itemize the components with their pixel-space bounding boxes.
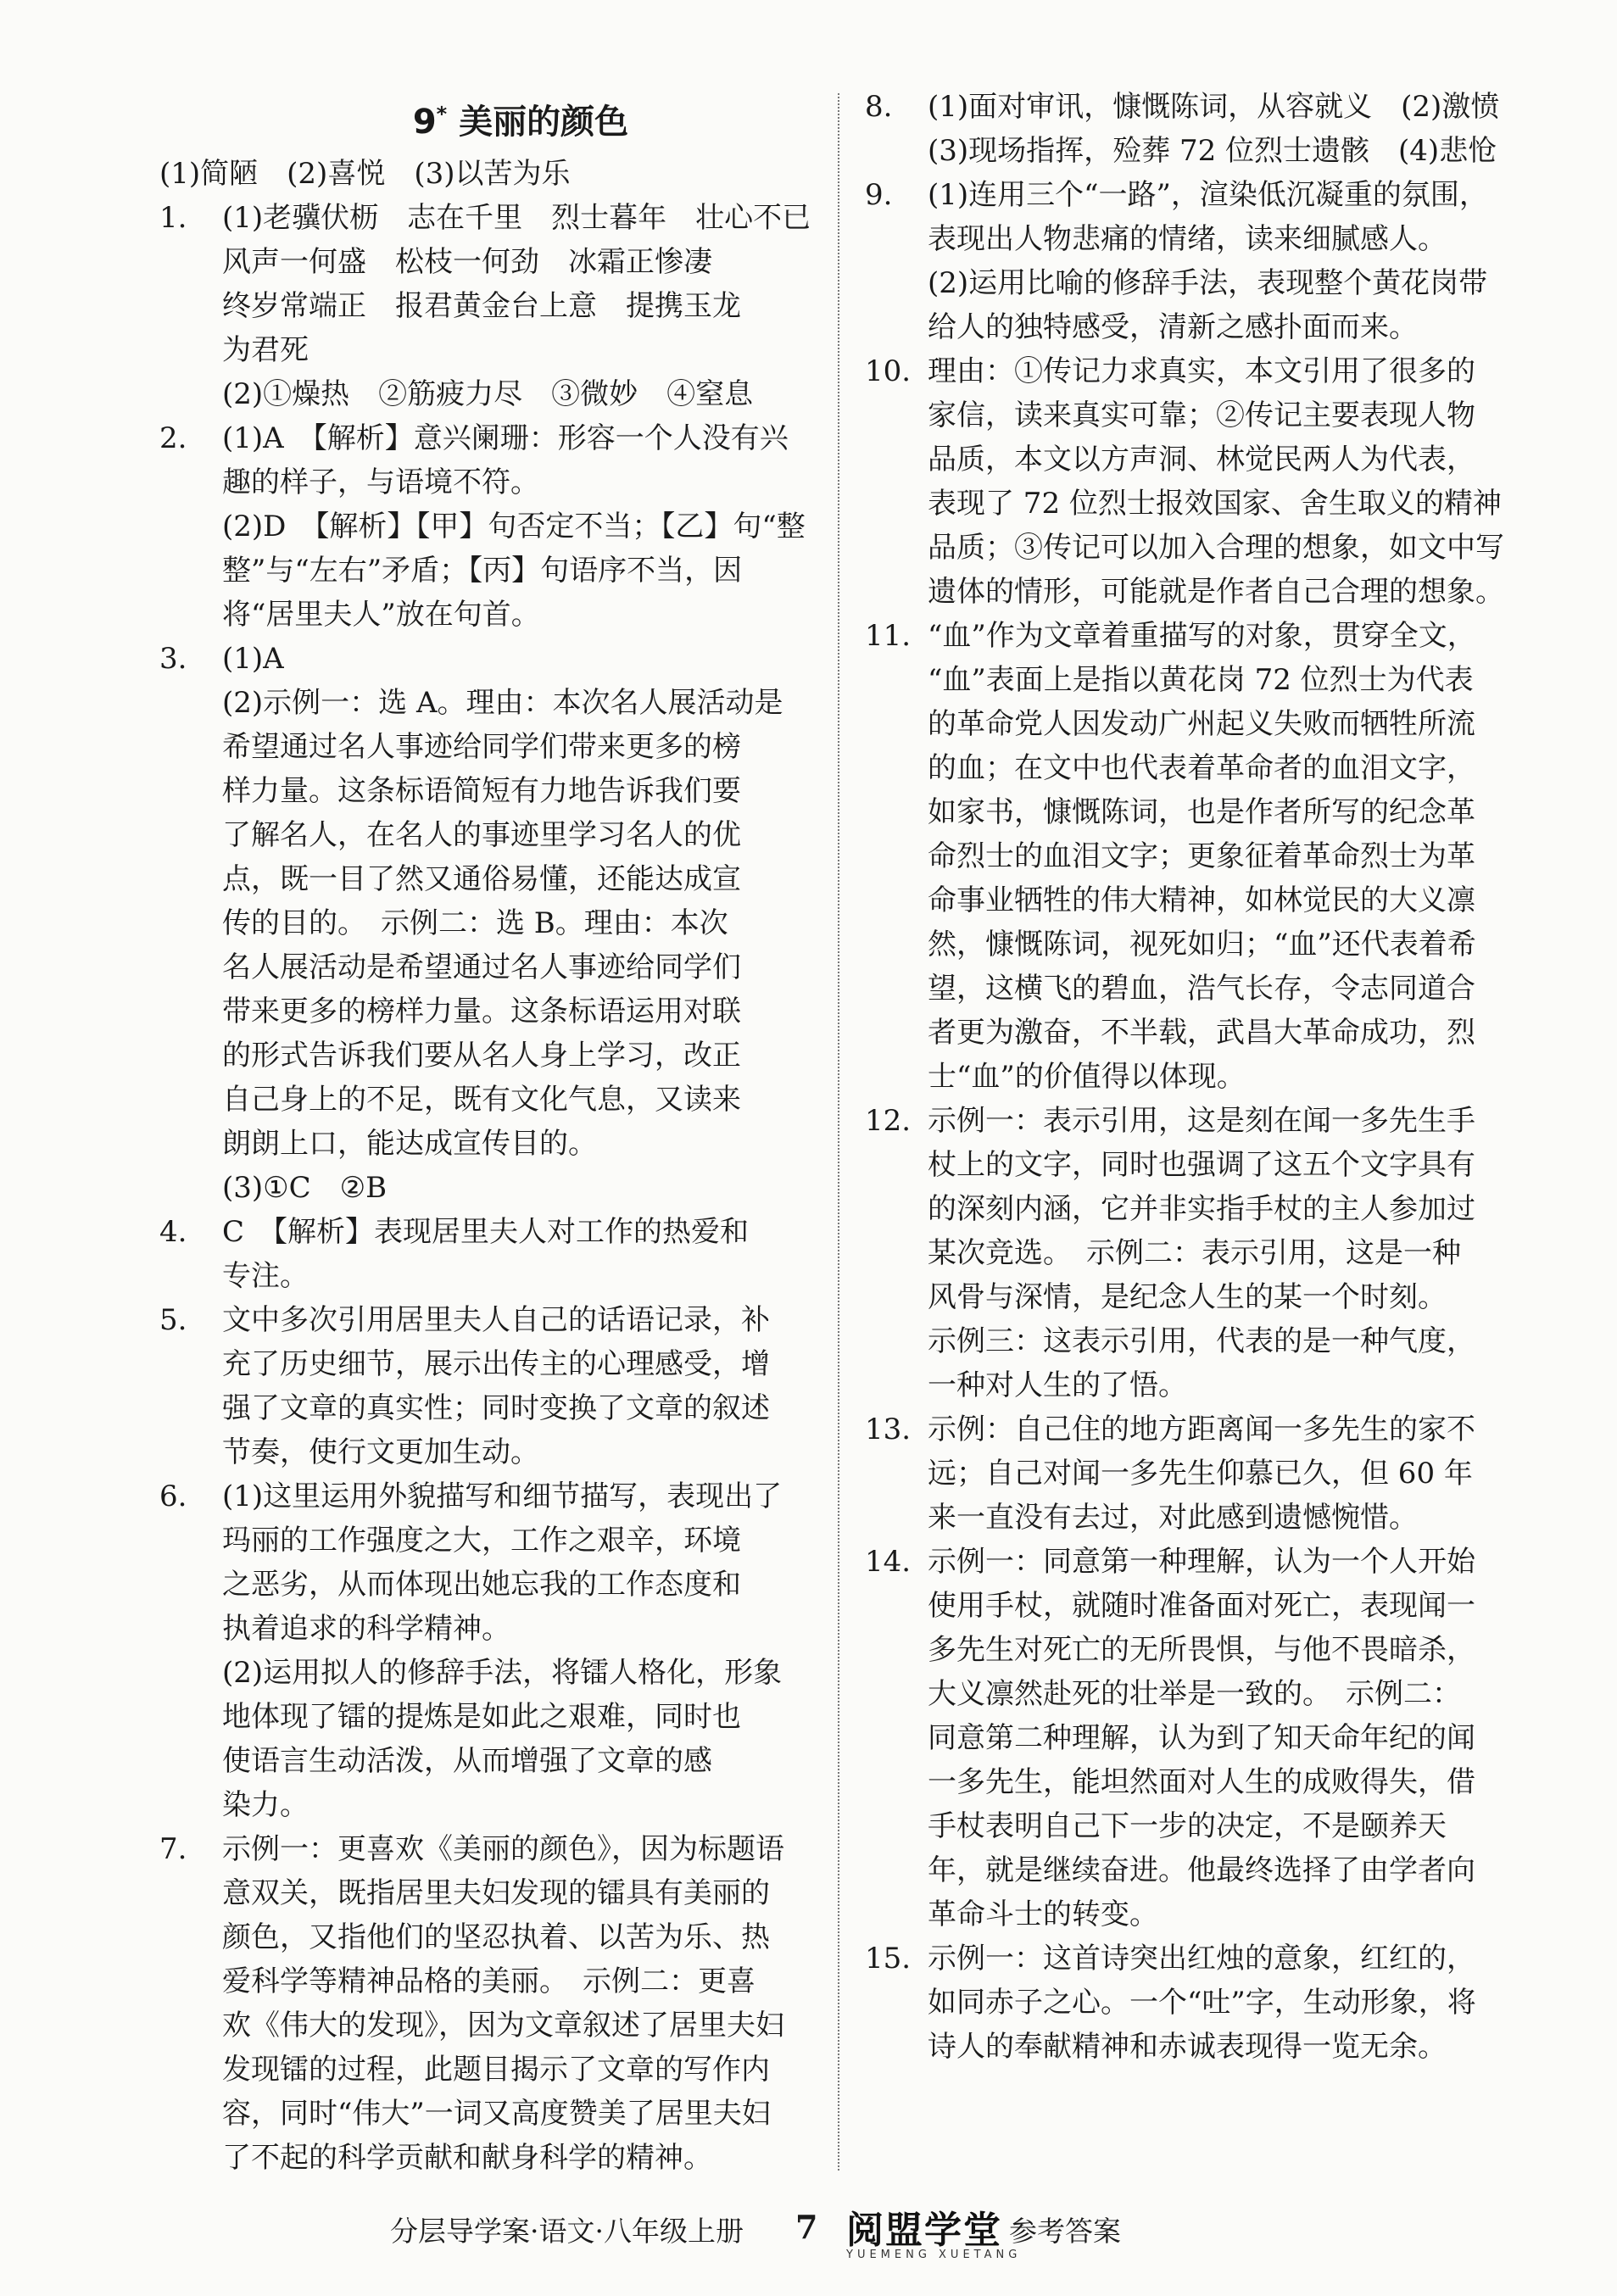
title-mark: * <box>436 102 448 126</box>
answer-number: 6. <box>159 1480 187 1513</box>
footer-section-label: 参考答案 <box>1009 2215 1121 2248</box>
answer-text: (1)A 【解析】意兴阑珊：形容一个人没有兴 趣的样子，与语境不符。 <box>222 421 789 499</box>
answer-5 <box>159 1298 882 1474</box>
intro-answers: (1)简陋 (2)喜悦 (3)以苦为乐 <box>159 157 571 191</box>
answer-4 <box>159 1210 882 1298</box>
answer-number: 2. <box>159 421 187 455</box>
answer-text: (2)运用比喻的修辞手法，表现整个黄花岗带 给人的独特感受，清新之感扑面而来。 <box>928 266 1488 344</box>
answer-number: 8. <box>865 90 893 124</box>
answer-number: 1. <box>159 201 187 235</box>
footer-book-title: 分层导学案·语文·八年级上册 <box>390 2215 744 2248</box>
answer-text: (2)示例一：选 A。理由：本次名人展活动是 希望通过名人事迹给同学们带来更多的榜 样力量。这条标语简短有力地告诉我们要 了解名人，在名人的事迹里学习名人的优 点，既一目了然又通俗易懂，还能达成宣 传的目的。 示例二：选 B。理由：本次 名人展活动是希望通过名人事迹给同学们 带来更多的榜样力量。这条标语运用对联 的形式告诉我们要从名人身上学习，改正 自己身上的不足，既有文化气息，又读来 朗朗上口，能达成宣传目的。 <box>222 686 783 1161</box>
answer-3-3 <box>159 1166 882 1210</box>
right-column <box>865 85 1587 2069</box>
answer-text: 示例：自己住的地方距离闻一多先生的家不 远；自己对闻一多先生仰慕已久，但 60 年 来一直没有去过，对此感到遗憾惋惜。 <box>928 1413 1475 1535</box>
answer-3-2 <box>159 681 882 1166</box>
answer-text: 示例一：这首诗突出红烛的意象，红红的， 如同赤子之心。一个“吐”字，生动形象，将 诗人的奉献精神和赤诚表现得一览无余。 <box>928 1942 1476 2064</box>
answer-number: 14. <box>865 1545 912 1579</box>
answer-3 <box>159 637 882 681</box>
answer-1-2 <box>159 372 882 416</box>
answer-text: 示例一：更喜欢《美丽的颜色》，因为标题语 意双关，既指居里夫妇发现的镭具有美丽的 颜色，又指他们的坚忍执着、以苦为乐、热 爱科学等精神品格的美丽。 示例二：更喜 欢《伟大的发现》，因为文章叙述了居里夫妇 发现镭的过程，此题目揭示了文章的写作内 容，同时“伟大”一词又高度赞美了居里夫妇 了不起的科学贡献和献身科学的精神。 <box>222 1832 784 2175</box>
answer-15 <box>865 1937 1587 2069</box>
answer-number: 15. <box>865 1942 912 1976</box>
answer-8 <box>865 85 1587 173</box>
answer-1 <box>159 196 882 372</box>
answer-text: (2)运用拟人的修辞手法，将镭人格化，形象 地体现了镭的提炼是如此之艰难，同时也 使语言生动活泼，从而增强了文章的感 染力。 <box>222 1656 783 1822</box>
answer-text: (2)D 【解析】【甲】句否定不当；【乙】句“整 整”与“左右”矛盾；【丙】句语序不当，因 将“居里夫人”放在句首。 <box>222 510 806 632</box>
answer-12 <box>865 1099 1587 1407</box>
answer-text: 示例一：表示引用，这是刻在闻一多先生手 杖上的文字，同时也强调了这五个文字具有 的深刻内涵，它并非实指手杖的主人参加过 某次竞选。 示例二：表示引用，这是一种 风骨与深情，是纪念人生的某一个时刻。 示例三：这表示引用，代表的是一种气度， 一种对人生的了悟。 <box>928 1104 1475 1402</box>
title-text: 美丽的颜色 <box>459 103 629 142</box>
answer-9-2 <box>865 261 1587 349</box>
page-title <box>159 95 882 143</box>
answer-14 <box>865 1540 1587 1937</box>
answer-number: 12. <box>865 1104 912 1138</box>
answer-text: (1)这里运用外貌描写和细节描写，表现出了 玛丽的工作强度之大，工作之艰辛，环境 之恶劣，从而体现出她忘我的工作态度和 执着追求的科学精神。 <box>222 1480 783 1646</box>
logo-text: 阅盟学堂 <box>846 2209 1002 2252</box>
answer-text: 示例一：同意第一种理解，认为一个人开始 使用手杖，就随时准备面对死亡，表现闻一 多先生对死亡的无所畏惧，与他不畏暗杀， 大义凛然赴死的壮举是一致的。 示例二： 同意第二种理解，认为到了知天命年纪的闻 一多先生，能坦然面对人生的成败得失，借 手杖表明自己下一步的决定，不是颐养天 年，就是继续奋进。他最终选择了由学者向 革命斗士的转变。 <box>928 1545 1475 1931</box>
left-column <box>159 85 882 2180</box>
answer-7 <box>159 1827 882 2180</box>
answer-2 <box>159 416 882 504</box>
answer-text: (1)老骥伏枥 志在千里 烈士暮年 壮心不已 风声一何盛 松枝一何劲 冰霜正惨凄 终岁常端正 报君黄金台上意 提携玉龙 为君死 <box>222 201 811 367</box>
answer-number: 9. <box>865 178 893 212</box>
title-number: 9 <box>412 103 437 142</box>
answer-number: 4. <box>159 1215 187 1249</box>
answer-number: 3. <box>159 642 187 676</box>
answer-text: 理由：①传记力求真实，本文引用了很多的 家信，读来真实可靠；②传记主要表现人物 品质，本文以方声洞、林觉民两人为代表， 表现了 72 位烈士报效国家、舍生取义的精神 品质；③传记可以加入合理的想象，如文中写 遗体的情形，可能就是作者自己合理的想象。 <box>928 354 1504 609</box>
answer-text: “血”作为文章着重描写的对象，贯穿全文， “血”表面上是指以黄花岗 72 位烈士为代表 的革命党人因发动广州起义失败而牺牲所流 的血；在文中也代表着革命者的血泪文字， 如家书，慷慨陈词，也是作者所写的纪念革 命烈士的血泪文字；更象征着革命烈士为革 命事业牺牲的伟大精神，如林觉民的大义凛 然，慷慨陈词，视死如归；“血”还代表着希 望，这横飞的碧血，浩气长存，令志同道合 者更为激奋，不半载，武昌大革命成功，烈 士“血”的价值得以体现。 <box>928 619 1476 1094</box>
answer-number: 11. <box>865 619 912 653</box>
answer-text: (3)①C ②B <box>222 1171 388 1205</box>
answer-2-2 <box>159 504 882 637</box>
answer-6 <box>159 1474 882 1651</box>
answer-text: (1)连用三个“一路”，渲染低沉凝重的氛围， 表现出人物悲痛的情绪，读来细腻感人。 <box>928 178 1488 256</box>
answer-number: 7. <box>159 1832 187 1866</box>
publisher-logo <box>846 2199 1021 2261</box>
answer-text: (1)面对审讯，慷慨陈词，从容就义 (2)激愤 (3)现场指挥，殓葬 72 位烈士遗骸 (4)悲怆 <box>928 90 1500 168</box>
logo-subtext: YUEMENG XUETANG <box>846 2249 1022 2261</box>
page-number: 7 <box>795 2208 818 2246</box>
answer-text: (2)①燥热 ②筋疲力尽 ③微妙 ④窒息 <box>222 377 754 411</box>
answer-text: 文中多次引用居里夫人自己的话语记录，补 充了历史细节，展示出传主的心理感受，增 强了文章的真实性；同时变换了文章的叙述 节奏，使行文更加生动。 <box>222 1303 770 1469</box>
page-footer <box>0 2204 1617 2264</box>
answer-11 <box>865 614 1587 1099</box>
answer-9 <box>865 173 1587 261</box>
answer-13 <box>865 1407 1587 1540</box>
answer-text: C 【解析】表现居里夫人对工作的热爱和 专注。 <box>222 1215 750 1293</box>
answer-number: 13. <box>865 1413 912 1446</box>
answer-number: 5. <box>159 1303 187 1337</box>
answer-10 <box>865 349 1587 614</box>
answer-6-2 <box>159 1651 882 1827</box>
answer-number: 10. <box>865 354 912 388</box>
answer-text: (1)A <box>222 642 284 676</box>
